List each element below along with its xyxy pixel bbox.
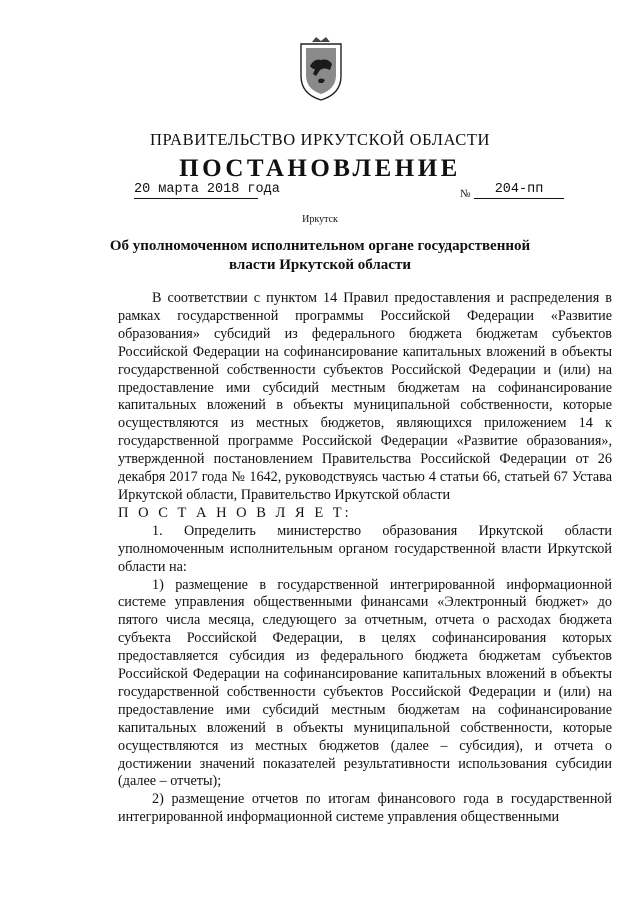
document-body: [118, 290, 612, 827]
subitem-2-paragraph: 2) размещение отчетов по итогам финансового года в государственной интегрированной информационной системе управления общественными: [118, 791, 612, 826]
number-sign: №: [460, 188, 471, 200]
intro-paragraph: В соответствии с пунктом 14 Правил предоставления и распределения в рамках государственной программы Российской Федерации «Развитие образования» субсидий из федерального бюджета бюджетам субъектов Российской Федерации на софинансирование капитальных вложений в объекты государственной собственности субъектов Российской Федерации и (или) на предоставление ими субсидий местным бюджетам на софинансирование капитальных вложений в объекты муниципальной собственности, которые осуществляются из местных бюджетов, являющихся приложением 14 к государственной программе Российской Федерации «Развитие образования», утвержденной постановлением Правительства Российской Федерации от 26 декабря 2017 года № 1642, руководствуясь частью 4 статьи 66, статьей 67 Устава Иркутской области, Правительство Иркутской области: [118, 290, 612, 503]
subitem-1-paragraph: 1) размещение в государственной интегрированной информационной системе управления общественными финансами «Электронный бюджет» до пятого числа месяца, следующего за отчетным, отчета о расходах бюджета субъекта Российской Федерации, в целях софинансирования которых предоставляется субсидия из федерального бюджета бюджетам субъектов Российской Федерации на софинансирование капитальных вложений в объекты государственной собственности субъектов Российской Федерации и (или) на предоставление ими субсидий местным бюджетам на софинансирование капитальных вложений в объекты муниципальной собственности, которые осуществляются из местных бюджетов (далее – субсидия), и отчета о достижении значений показателей результативности использования субсидии (далее – отчеты);: [118, 576, 612, 790]
document-type: ПОСТАНОВЛЕНИЕ: [179, 155, 461, 182]
city-name: Иркутск: [302, 214, 338, 225]
coat-of-arms-icon: [298, 36, 344, 102]
document-date: 20 марта 2018 года: [134, 182, 280, 197]
document-number: 204-пп: [474, 182, 564, 199]
document-title: Об уполномоченном исполнительном органе государственной власти Иркутской области: [109, 238, 531, 273]
government-name: ПРАВИТЕЛЬСТВО ИРКУТСКОЙ ОБЛАСТИ: [149, 130, 491, 149]
item-1-paragraph: 1. Определить министерство образования Иркутской области уполномоченным исполнительным органом государственной власти Иркутской области на:: [118, 522, 612, 575]
resolves-heading: П О С Т А Н О В Л Я Е Т:: [118, 504, 352, 521]
